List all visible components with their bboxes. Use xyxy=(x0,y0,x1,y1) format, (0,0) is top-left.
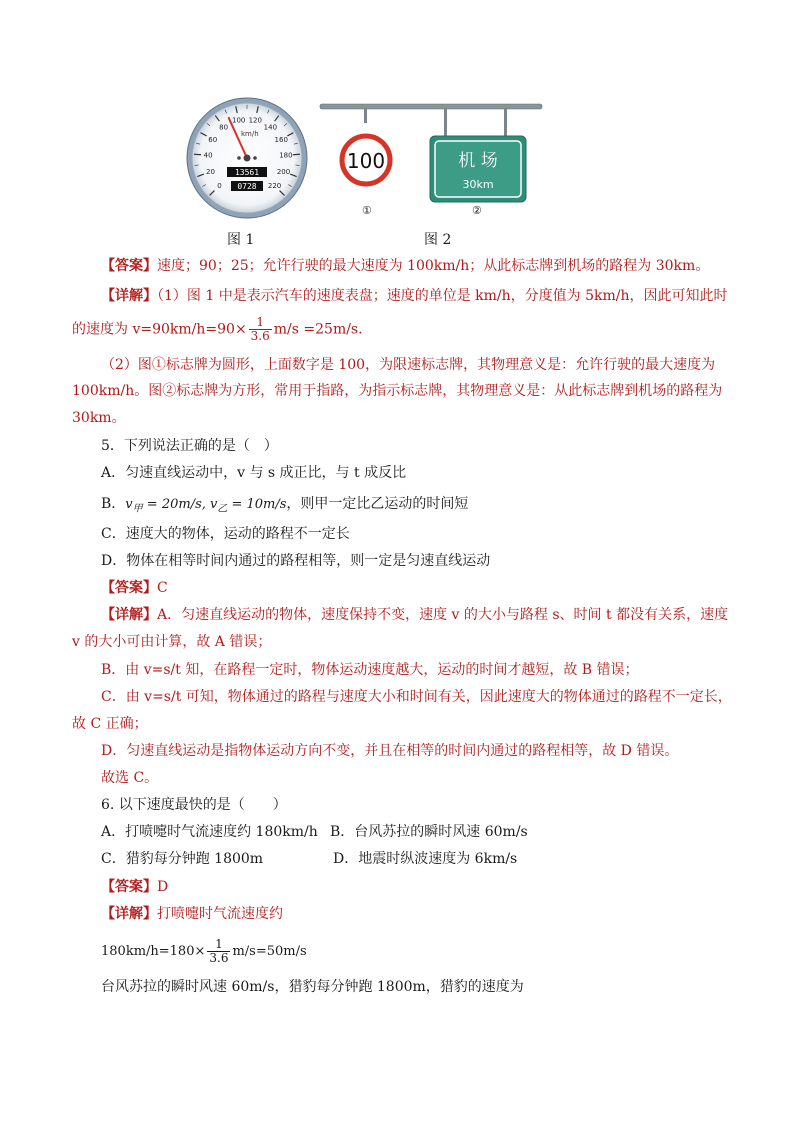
gantry-bar xyxy=(320,104,542,109)
q4-detail-line-3: （2）图①标志牌为圆形，上面数字是 100，为限速标志牌，其物理意义是：允许行驶的最大速度为 xyxy=(101,357,716,373)
q6-formula: 180km/h=180× $\frac{1}{3.6}$ m/s=50m/s xyxy=(101,937,307,965)
q6-option-b: B．台风苏拉的瞬时风速 60m/s xyxy=(330,824,528,840)
q5-answer-line: 【答案】C xyxy=(101,580,168,596)
speedometer-tick-label: 160 xyxy=(274,135,288,144)
speed-limit-value: 100 xyxy=(346,149,386,173)
speedometer-tick-label: 0 xyxy=(217,182,222,191)
signs-figure xyxy=(318,98,544,208)
speedometer-tick-label: 140 xyxy=(263,123,278,132)
needle-hub xyxy=(244,155,251,162)
q6-option-a: A．打喷嚏时气流速度约 180km/h xyxy=(101,824,318,840)
speedometer-tick-label: 40 xyxy=(203,151,213,160)
speedometer-tick-label: 220 xyxy=(267,182,282,191)
q4-answer-line xyxy=(101,256,709,276)
q5-detail-b: B．由 v=s/t 知，在路程一定时，物体运动速度越大，运动的时间才越短，故 B 错误； xyxy=(101,662,639,678)
fraction: $\frac{1}{3.6}$ xyxy=(250,315,270,343)
airport-sign-distance: 30km xyxy=(462,178,494,191)
q4-detail-line-5: 30km。 xyxy=(72,410,126,426)
q5-stem: 5．下列说法正确的是（ ） xyxy=(101,438,278,454)
q5-option-b: B．$v_甲 = 20m/s$, $v_乙 = 10m/s$，则甲一定比乙运动的时间短 xyxy=(101,496,469,515)
speedometer-tick-label: 180 xyxy=(279,151,293,160)
answer-tag: 【答案】 xyxy=(101,258,157,274)
q5-detail-a1: 【详解】A．匀速直线运动的物体，速度保持不变，速度 v 的大小与路程 s、时间 t 都没有关系，速度 xyxy=(101,607,729,623)
q5-option-d: D．物体在相等时间内通过的路程相等，则一定是匀速直线运动 xyxy=(101,553,491,569)
q5-detail-a2: v 的大小可由计算，故 A 错误； xyxy=(72,634,272,650)
speedometer-tick-label: 60 xyxy=(208,135,218,144)
q6-answer-line: 【答案】D xyxy=(101,879,169,895)
airport-sign-name: 机 场 xyxy=(458,151,498,171)
sign-2-caption: ② xyxy=(472,204,482,217)
speedometer-unit: km/h xyxy=(241,130,259,138)
q6-option-c: C．猎豹每分钟跑 1800m xyxy=(101,851,264,867)
fraction: $\frac{1}{3.6}$ xyxy=(209,937,229,965)
q5-option-b-formula: $v_甲 = 20m/s$, $v_乙 = 10m/s$ xyxy=(125,497,287,515)
q6-option-d: D．地震时纵波速度为 6km/s xyxy=(333,851,518,867)
q6-detail-1: 【详解】打喷嚏时气流速度约 xyxy=(101,906,283,922)
q5-detail-d: D．匀速直线运动是指物体运动方向不变，并且在相等的时间内通过的路程相等，故 D 错误。 xyxy=(101,743,679,759)
figure-2-caption: 图 2 xyxy=(424,232,452,248)
speedometer-tick-label: 120 xyxy=(248,116,262,125)
detail-tag: 【详解】 xyxy=(101,288,157,304)
speedometer-figure xyxy=(185,96,315,221)
figure-1-caption: 图 1 xyxy=(227,232,255,248)
q4-detail-line-4: 100km/h。图②标志牌为方形，常用于指路，为指示标志牌，其物理意义是：从此标志牌到机场的路程为 xyxy=(72,383,723,399)
odometer-reading: 13561 xyxy=(234,168,260,177)
speedometer-tick-label: 20 xyxy=(205,168,215,177)
sign-1-caption: ① xyxy=(362,204,372,217)
q5-option-a: A．匀速直线运动中，v 与 s 成正比，与 t 成反比 xyxy=(101,465,407,481)
q4-answer-text: 速度；90；25；允许行驶的最大速度为 100km/h；从此标志牌到机场的路程为 30km。 xyxy=(157,258,710,274)
q5-detail-c1: C．由 v=s/t 可知，物体通过的路程与速度大小和时间有关，因此速度大的物体通过的路程不一定长， xyxy=(101,689,732,705)
q5-detail-c2: 故 C 正确； xyxy=(72,716,148,732)
q6-stem: 6. 以下速度最快的是（ ） xyxy=(101,797,287,813)
speedometer-tick-label: 200 xyxy=(276,168,291,177)
speedometer-tick-label: 100 xyxy=(232,116,246,125)
q4-detail-line-2: 的速度为 v=90km/h=90× $\frac{1}{3.6}$ m/s =25m/s. xyxy=(72,315,363,343)
trip-reading: 0728 xyxy=(237,182,257,191)
q6-detail-2: 台风苏拉的瞬时风速 60m/s，猎豹每分钟跑 1800m，猎豹的速度为 xyxy=(101,979,524,995)
speedometer-tick-label: 80 xyxy=(219,123,229,132)
q4-detail-line-1: 【详解】（1）图 1 中是表示汽车的速度表盘；速度的单位是 km/h，分度值为 5km/h，因此可知此时 xyxy=(101,288,728,304)
q5-conclusion: 故选 C。 xyxy=(101,770,159,786)
q5-option-c: C．速度大的物体，运动的路程不一定长 xyxy=(101,526,350,542)
